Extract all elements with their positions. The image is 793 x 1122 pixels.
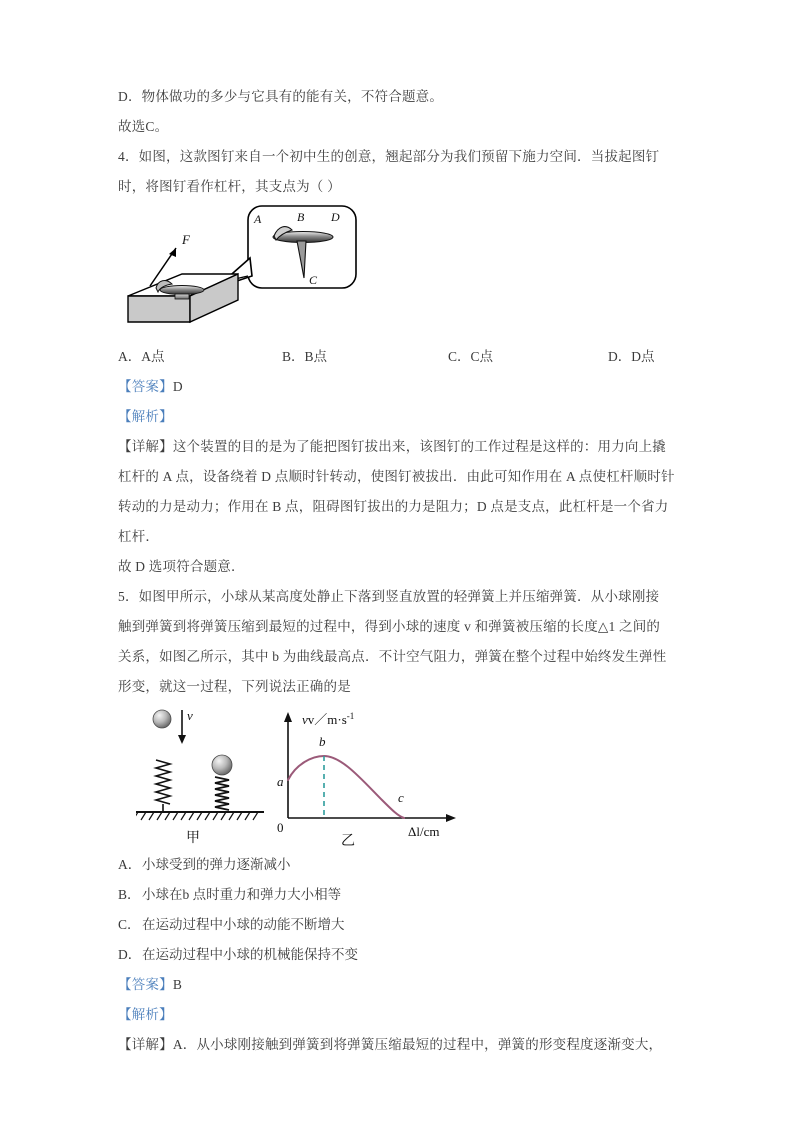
velocity-arrow-head	[178, 735, 186, 744]
spring-and-graph-svg	[136, 702, 466, 850]
question4-stem-line1: 4．如图，这款图钉来自一个初中生的创意，翘起部分为我们预留下施力空间．当拔起图钉	[118, 149, 660, 164]
prev-option-d-line: D．物体做功的多少与它具有的能有关，不符合题意。	[118, 89, 444, 104]
question5-option-c-text: 在运动过程中小球的动能不断增大	[142, 917, 345, 932]
ground-right-hatch	[197, 812, 258, 820]
prev-answer-line: 故选C。	[118, 119, 169, 134]
callout-label-d: D	[331, 210, 340, 224]
question5-detail-text: A．从小球刚接触到弹簧到将弹簧压缩最短的过程中，弹簧的形变程度逐渐变大，	[172, 1037, 663, 1052]
callout-label-a: A	[254, 212, 262, 226]
graph-point-c-label: c	[398, 790, 404, 805]
callout-label-b: B	[297, 210, 305, 224]
question4-detail-text1: 这个装置的目的是为了能把图钉拔出来，该图钉的工作过程是这样的：用力向上撬	[172, 439, 667, 454]
graph-y-axis-label-text: v／m·s	[307, 712, 347, 727]
question4-detail-label: 【详解】	[118, 439, 173, 454]
question4-stem-line2: 时，将图钉看作杠杆，其支点为（ ）	[118, 179, 341, 194]
question5-option-c-label: C．	[118, 917, 141, 932]
question4-option-b[interactable]: B．B点	[282, 349, 328, 364]
graph-point-b-label: b	[319, 734, 326, 749]
ground-left-hatch	[136, 812, 194, 820]
graph-point-a-label: a	[277, 774, 284, 789]
question5-option-a-label: A．	[118, 857, 142, 872]
question4-detail-line1	[118, 432, 676, 462]
thumbtack-diagram-svg	[120, 202, 380, 342]
force-label: F	[182, 232, 190, 247]
graph-y-axis-exponent: -1	[346, 711, 355, 721]
question4-answer-value: D	[172, 379, 183, 394]
question5-option-d[interactable]	[118, 940, 676, 970]
question5-detail-line	[118, 1030, 676, 1060]
graph-origin-label: 0	[277, 820, 284, 835]
velocity-label: v	[187, 708, 193, 723]
question5-stem-line3: 关系，如图乙所示，其中 b 为曲线最高点．不计空气阻力，弹簧在整个过程中始终发生弹性	[118, 649, 667, 664]
graph-y-axis-arrow	[284, 712, 292, 722]
question5-option-c[interactable]	[118, 910, 676, 940]
question5-answer-line	[118, 970, 676, 1000]
question5-stem-line1: 5．如图甲所示，小球从某高度处静止下落到竖直放置的轻弹簧上并压缩弹簧．从小球刚接	[118, 589, 660, 604]
question5-option-b[interactable]	[118, 880, 676, 910]
question5-analysis-label: 【解析】	[118, 1007, 173, 1022]
figure-caption-right: 乙	[341, 832, 355, 848]
document-content	[118, 82, 676, 1060]
question5-option-a-text: 小球受到的弹力逐渐减小	[142, 857, 291, 872]
question4-options-row	[118, 342, 676, 372]
question4-figure	[120, 202, 676, 342]
block-tack-head	[160, 286, 204, 295]
spring-compressed	[215, 777, 229, 810]
question5-detail-label: 【详解】	[118, 1037, 173, 1052]
question4-option-d[interactable]: D．D点	[608, 349, 655, 364]
question4-detail-line4: 杠杆．	[118, 529, 160, 544]
question5-option-d-label: D．	[118, 947, 142, 962]
question5-answer-value: B	[172, 977, 183, 992]
question5-analysis-line	[118, 1000, 676, 1030]
question4-detail-line3: 转动的力是动力；作用在 B 点，阻碍图钉拔出的力是阻力；D 点是支点，此杠杆是一个省力	[118, 499, 669, 514]
question4-option-a[interactable]: A．A点	[118, 349, 165, 364]
question4-answer-label: 【答案】	[118, 379, 173, 394]
resting-ball	[212, 755, 232, 775]
question5-stem-line2: 触到弹簧到将弹簧压缩到最短的过程中，得到小球的速度 v 和弹簧被压缩的长度△1 之间的	[118, 619, 661, 634]
graph-x-axis-arrow	[446, 814, 456, 822]
graph-y-axis-label: $vv/m\cdot s^{-1}$	[302, 711, 355, 727]
graph-curve	[288, 756, 404, 818]
question4-analysis-label: 【解析】	[118, 409, 173, 424]
block-front-face	[128, 296, 190, 322]
falling-ball	[153, 710, 171, 728]
question4-option-c[interactable]: C．C点	[448, 349, 494, 364]
question5-figure	[136, 702, 676, 850]
question5-answer-label: 【答案】	[118, 977, 173, 992]
spring-uncompressed	[156, 760, 170, 804]
question5-option-a[interactable]	[118, 850, 676, 880]
question5-option-d-text: 在运动过程中小球的机械能保持不变	[142, 947, 358, 962]
block-tack-base	[175, 294, 189, 299]
question5-option-b-text: 小球在b 点时重力和弹力大小相等	[142, 887, 342, 902]
question4-detail-line2: 杠杆的 A 点，设备绕着 D 点顺时针转动，使图钉被拔出．由此可知作用在 A 点使杠杆顺时针	[118, 469, 675, 484]
question4-analysis-line	[118, 402, 676, 432]
question4-answer-line	[118, 372, 676, 402]
question5-stem-line4: 形变，就这一过程，下列说法正确的是	[118, 679, 351, 694]
graph-x-axis-label: Δl/cm	[408, 824, 440, 839]
figure-caption-left: 甲	[186, 829, 200, 845]
callout-label-c: C	[309, 273, 318, 287]
question4-conclusion: 故 D 选项符合题意．	[118, 559, 245, 574]
question5-option-b-label: B．	[118, 887, 141, 902]
